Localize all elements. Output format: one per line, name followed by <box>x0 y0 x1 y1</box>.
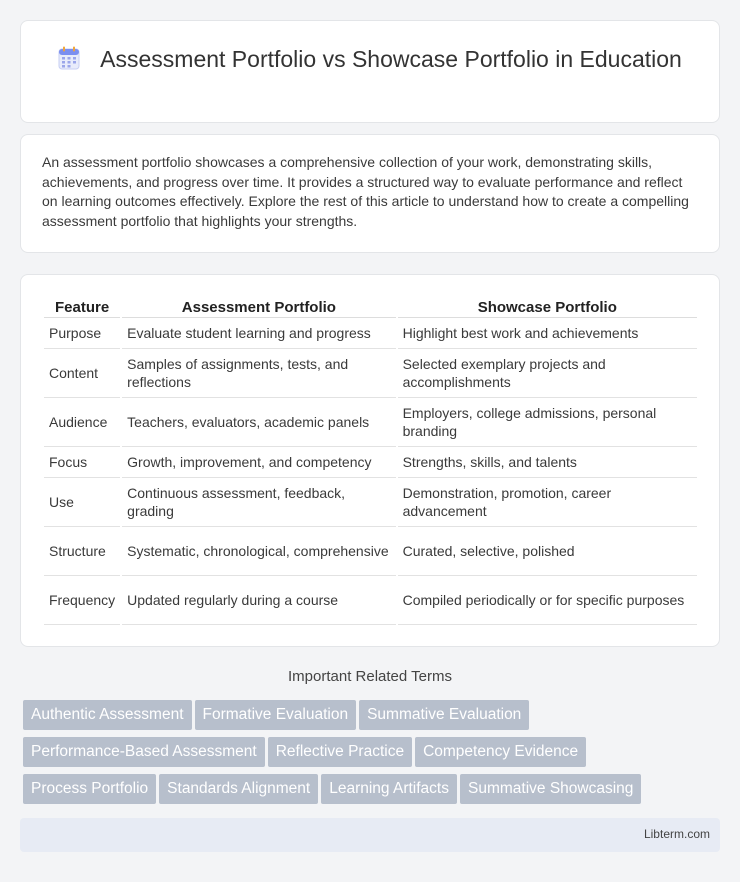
feature-cell: Focus <box>44 447 120 478</box>
related-terms-heading: Important Related Terms <box>288 668 452 685</box>
related-term-tag[interactable]: Summative Showcasing <box>460 774 641 804</box>
feature-cell: Purpose <box>44 318 120 349</box>
feature-cell: Structure <box>44 527 120 576</box>
page-title: Assessment Portfolio vs Showcase Portfolio in Education <box>100 46 682 72</box>
assessment-cell: Evaluate student learning and progress <box>122 318 395 349</box>
related-term-tag[interactable]: Competency Evidence <box>415 737 586 767</box>
page-title-wrap <box>21 45 719 74</box>
related-term-tag[interactable]: Process Portfolio <box>23 774 156 804</box>
showcase-cell: Compiled periodically or for specific purposes <box>398 576 697 625</box>
header-feature: Feature <box>44 295 120 318</box>
tag-row <box>23 737 723 774</box>
calendar-icon <box>58 46 80 70</box>
footer-bar <box>20 818 720 852</box>
showcase-cell: Employers, college admissions, personal branding <box>398 398 697 447</box>
intro-paragraph: An assessment portfolio showcases a comprehensive collection of your work, demonstrating skills, achievements, and progress over time. It provides a structured way to evaluate performance and reflect on learning outcomes effectively. Explore the rest of this article to understand how to create a compelling assessment portfolio that highlights your strengths. <box>42 154 689 229</box>
feature-cell: Audience <box>44 398 120 447</box>
showcase-cell: Curated, selective, polished <box>398 527 697 576</box>
assessment-cell: Teachers, evaluators, academic panels <box>122 398 395 447</box>
related-term-tag[interactable]: Formative Evaluation <box>195 700 357 730</box>
assessment-cell: Samples of assignments, tests, and reflections <box>122 349 395 398</box>
header-assessment: Assessment Portfolio <box>122 295 395 318</box>
intro-card <box>20 134 720 253</box>
table-row <box>44 318 697 349</box>
table-row <box>44 527 697 576</box>
related-term-tag[interactable]: Standards Alignment <box>159 774 318 804</box>
showcase-cell: Strengths, skills, and talents <box>398 447 697 478</box>
assessment-cell: Growth, improvement, and competency <box>122 447 395 478</box>
comparison-card <box>20 274 720 647</box>
table-row <box>44 576 697 625</box>
related-terms-list <box>23 700 723 811</box>
related-term-tag[interactable]: Reflective Practice <box>268 737 412 767</box>
table-row <box>44 349 697 398</box>
tag-row <box>23 700 723 737</box>
comparison-table <box>42 295 699 625</box>
tag-row <box>23 774 723 811</box>
header-showcase: Showcase Portfolio <box>398 295 697 318</box>
showcase-cell: Demonstration, promotion, career advancement <box>398 478 697 527</box>
showcase-cell: Highlight best work and achievements <box>398 318 697 349</box>
assessment-cell: Updated regularly during a course <box>122 576 395 625</box>
title-card <box>20 20 720 123</box>
assessment-cell: Systematic, chronological, comprehensive <box>122 527 395 576</box>
related-term-tag[interactable]: Authentic Assessment <box>23 700 192 730</box>
showcase-cell: Selected exemplary projects and accomplishments <box>398 349 697 398</box>
source-link[interactable]: Libterm.com <box>643 827 710 841</box>
feature-cell: Content <box>44 349 120 398</box>
feature-cell: Use <box>44 478 120 527</box>
related-term-tag[interactable]: Performance-Based Assessment <box>23 737 265 767</box>
table-row <box>44 398 697 447</box>
feature-cell: Frequency <box>44 576 120 625</box>
assessment-cell: Continuous assessment, feedback, grading <box>122 478 395 527</box>
related-term-tag[interactable]: Learning Artifacts <box>321 774 457 804</box>
table-row <box>44 447 697 478</box>
related-term-tag[interactable]: Summative Evaluation <box>359 700 529 730</box>
table-row <box>44 478 697 527</box>
table-header-row <box>44 295 697 318</box>
